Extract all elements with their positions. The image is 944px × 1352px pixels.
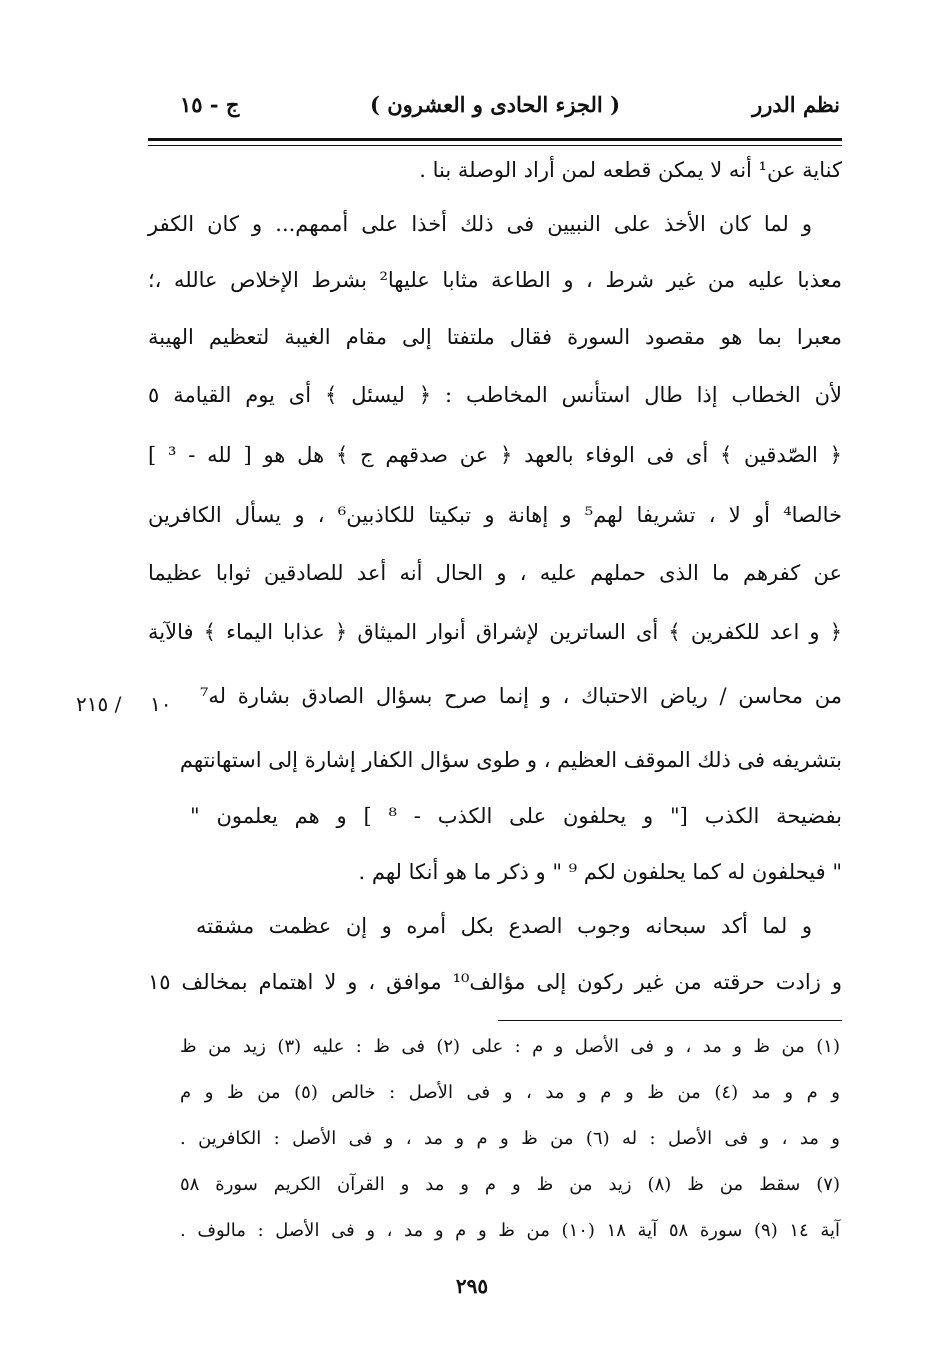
header-rule-thick [148, 138, 842, 141]
header-rule-thin [148, 145, 842, 146]
volume-number: ج - ١٥ [180, 92, 240, 117]
footnote-line: (١) من ظ و مد ، و فى الأصل و م : على (٢) فى ظ : عليه (٣) زيد من ظ [180, 1036, 840, 1057]
body-line: ﴿ الصّدقين ﴾ أى فى الوفاء بالعهد ﴿ عن صدقهم ج ﴾ هل هو [ لله - ³ ] [148, 443, 842, 467]
body-line: بتشريفه فى ذلك الموقف العظيم ، و طوى سؤال الكفار إشارة إلى استهانتهم [179, 748, 842, 772]
margin-manuscript-folio: ٢١٥ / [76, 692, 122, 716]
body-line: خالصا⁴ أو لا ، تشريفا لهم⁵ و إهانة و تبكيتا للكاذبين⁶ ، و يسأل الكافرين [148, 503, 842, 527]
body-line: لأن الخطاب إذا طال استأنس المخاطب : ﴿ ليسئل ﴾ أى يوم القيامة ٥ [148, 383, 842, 407]
running-header [150, 86, 840, 130]
footnote-line: و م و مد (٤) من ظ و م و مد ، و فى الأصل : خالص (٥) من ظ و م [180, 1082, 840, 1103]
body-line: و زادت حرقته من غير ركون إلى مؤالف¹⁰ موافق ، و لا اهتمام بمخالف ١٥ [148, 970, 842, 994]
body-line: من محاسن / رياض الاحتباك ، و إنما صرح بسؤال الصادق بشارة له⁷ [200, 684, 842, 708]
body-line: معبرا بما هو مقصود السورة فقال ملتفتا إلى مقام الغيبة لتعظيم الهيبة [148, 325, 842, 349]
body-line: ﴿ و اعد للكفرين ﴾ أى الساترين لإشراق أنوار الميثاق ﴿ عذابا اليماء ﴾ فالآية [148, 620, 842, 644]
footnote-line: (٧) سقط من ظ (٨) زيد من ظ و م و مد و القرآن الكريم سورة ٥٨ [180, 1174, 840, 1195]
part-title: ( الجزء الحادى و العشرون ) [369, 92, 621, 117]
body-line: عن كفرهم ما الذى حملهم عليه ، و الحال أنه أعد للصادقين ثوابا عظيما [148, 561, 842, 585]
book-title: نظم الدرر [752, 92, 840, 117]
footnote-line: و مد ، و فى الأصل : له (٦) من ظ و م و مد ، و فى الأصل : الكافرين . [180, 1128, 840, 1149]
footnote-rule [498, 1020, 842, 1021]
body-line: معذبا عليه من غير شرط ، و الطاعة مثابا عليها² بشرط الإخلاص عالله ،؛ [148, 268, 842, 292]
page-number: ٢٩٥ [455, 1274, 489, 1298]
footnote-line: آية ١٤ (٩) سورة ٥٨ آية ١٨ (١٠) من ظ و م و مد ، و فى الأصل : مالوف . [180, 1220, 841, 1241]
body-line: و لما كان الأخذ على النبيين فى ذلك أخذا على أممهم... و كان الكفر [148, 212, 812, 236]
body-line: بفضيحة الكذب [" و يحلفون على الكذب - ⁸ ] و هم يعلمون " [190, 804, 842, 828]
body-line: و لما أكد سبحانه وجوب الصدع بكل أمره و إن عظمت مشقته [196, 914, 812, 938]
body-line: " فيحلفون له كما يحلفون لكم ⁹ " و ذكر ما هو أنكا لهم . [358, 860, 842, 884]
margin-line-number: ١٠ [150, 692, 172, 716]
body-line: كناية عن¹ أنه لا يمكن قطعه لمن أراد الوصلة بنا . [419, 158, 842, 182]
